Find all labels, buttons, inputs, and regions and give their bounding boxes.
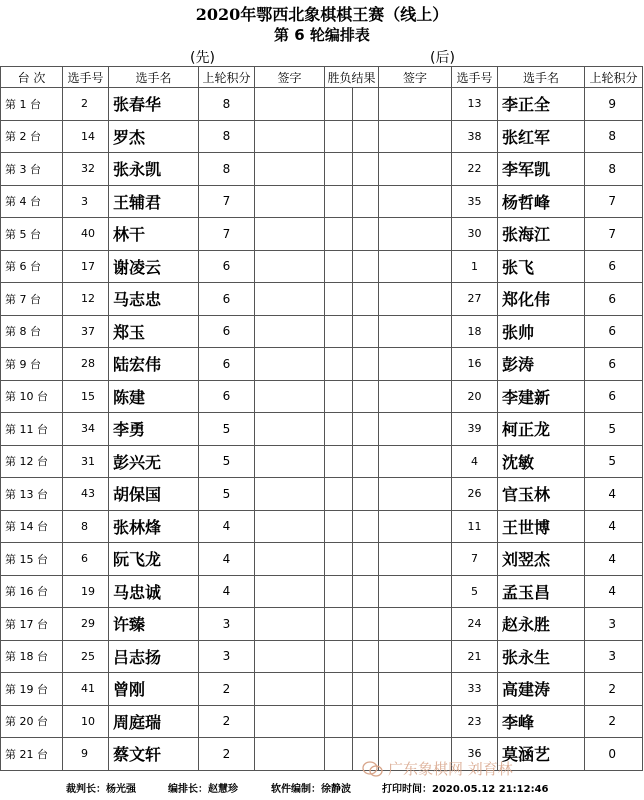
player-a-id: 2	[63, 88, 109, 121]
sign-a-cell	[255, 543, 325, 576]
player-a-points: 2	[199, 705, 255, 738]
table-row	[1, 510, 643, 543]
player-a-name: 罗杰	[109, 120, 199, 153]
player-a-id: 3	[63, 185, 109, 218]
player-a-id: 6	[63, 543, 109, 576]
result-b-cell	[353, 510, 379, 543]
sign-a-cell	[255, 738, 325, 771]
player-a-id: 12	[63, 283, 109, 316]
result-a-cell	[325, 153, 353, 186]
table-row	[1, 283, 643, 316]
sign-b-cell	[379, 445, 452, 478]
player-b-name: 王世博	[498, 510, 585, 543]
round-cell: 第 10 台	[1, 380, 63, 413]
sign-b-cell	[379, 283, 452, 316]
result-a-cell	[325, 640, 353, 673]
player-b-id: 1	[452, 250, 498, 283]
sign-a-cell	[255, 510, 325, 543]
result-a-cell	[325, 380, 353, 413]
player-b-name: 李军凯	[498, 153, 585, 186]
player-b-id: 21	[452, 640, 498, 673]
player-a-points: 2	[199, 738, 255, 771]
table-row	[1, 575, 643, 608]
player-b-id: 27	[452, 283, 498, 316]
table-row	[1, 218, 643, 251]
player-a-id: 8	[63, 510, 109, 543]
page-title: 2020年鄂西北象棋棋王赛（线上）	[195, 5, 449, 24]
sign-b-cell	[379, 608, 452, 641]
player-a-name: 马志忠	[109, 283, 199, 316]
round-cell: 第 8 台	[1, 315, 63, 348]
player-a-points: 8	[199, 153, 255, 186]
result-b-cell	[353, 218, 379, 251]
sign-b-cell	[379, 380, 452, 413]
result-a-cell	[325, 413, 353, 446]
player-b-name: 张永生	[498, 640, 585, 673]
sign-a-cell	[255, 315, 325, 348]
table-row	[1, 608, 643, 641]
player-a-name: 张永凯	[109, 153, 199, 186]
player-a-name: 张春华	[109, 88, 199, 121]
player-b-name: 孟玉昌	[498, 575, 585, 608]
sign-a-cell	[255, 413, 325, 446]
player-b-points: 8	[585, 120, 643, 153]
player-a-id: 29	[63, 608, 109, 641]
player-b-name: 张帅	[498, 315, 585, 348]
player-a-name: 林干	[109, 218, 199, 251]
player-b-points: 4	[585, 575, 643, 608]
page-subtitle: 第 6 轮编排表	[274, 26, 370, 44]
player-b-points: 3	[585, 640, 643, 673]
round-cell: 第 20 台	[1, 705, 63, 738]
sign-a-cell	[255, 640, 325, 673]
table-header-row	[1, 67, 643, 88]
player-b-id: 5	[452, 575, 498, 608]
result-a-cell	[325, 543, 353, 576]
footer-referee: 裁判长：杨光强	[66, 784, 136, 795]
result-b-cell	[353, 153, 379, 186]
player-a-points: 4	[199, 575, 255, 608]
player-b-points: 6	[585, 315, 643, 348]
sign-a-cell	[255, 283, 325, 316]
player-b-points: 6	[585, 380, 643, 413]
header-round: 台 次	[1, 67, 63, 88]
player-a-points: 4	[199, 543, 255, 576]
player-a-name: 马忠诚	[109, 575, 199, 608]
round-cell: 第 1 台	[1, 88, 63, 121]
result-a-cell	[325, 250, 353, 283]
header-name-2: 选手名	[498, 67, 585, 88]
footer-software: 软件编制：徐静波	[271, 784, 351, 795]
result-b-cell	[353, 120, 379, 153]
result-a-cell	[325, 315, 353, 348]
player-b-points: 7	[585, 185, 643, 218]
result-b-cell	[353, 478, 379, 511]
result-b-cell	[353, 575, 379, 608]
table-row	[1, 380, 643, 413]
player-b-name: 郑化伟	[498, 283, 585, 316]
player-b-points: 2	[585, 705, 643, 738]
table-row	[1, 705, 643, 738]
result-a-cell	[325, 120, 353, 153]
result-b-cell	[353, 413, 379, 446]
player-b-name: 高建涛	[498, 673, 585, 706]
player-a-points: 6	[199, 315, 255, 348]
player-b-id: 35	[452, 185, 498, 218]
player-b-id: 20	[452, 380, 498, 413]
player-b-id: 7	[452, 543, 498, 576]
player-a-name: 吕志扬	[109, 640, 199, 673]
result-b-cell	[353, 445, 379, 478]
player-b-points: 5	[585, 445, 643, 478]
player-b-name: 彭涛	[498, 348, 585, 381]
player-b-points: 5	[585, 413, 643, 446]
result-a-cell	[325, 705, 353, 738]
player-a-points: 6	[199, 380, 255, 413]
player-a-points: 6	[199, 250, 255, 283]
player-a-id: 28	[63, 348, 109, 381]
player-b-id: 36	[452, 738, 498, 771]
sign-b-cell	[379, 218, 452, 251]
sign-a-cell	[255, 608, 325, 641]
sign-a-cell	[255, 380, 325, 413]
player-b-id: 16	[452, 348, 498, 381]
watermark-text: 广东象棋网 刘育林	[388, 760, 513, 778]
player-b-name: 李建新	[498, 380, 585, 413]
player-a-name: 彭兴无	[109, 445, 199, 478]
sign-b-cell	[379, 478, 452, 511]
header-prev-points: 上轮积分	[199, 67, 255, 88]
sign-a-cell	[255, 445, 325, 478]
result-a-cell	[325, 608, 353, 641]
player-b-points: 6	[585, 348, 643, 381]
player-a-id: 32	[63, 153, 109, 186]
result-b-cell	[353, 348, 379, 381]
result-a-cell	[325, 673, 353, 706]
result-a-cell	[325, 185, 353, 218]
sign-b-cell	[379, 348, 452, 381]
round-cell: 第 4 台	[1, 185, 63, 218]
result-b-cell	[353, 283, 379, 316]
player-b-points: 4	[585, 478, 643, 511]
player-a-name: 周庭瑞	[109, 705, 199, 738]
player-a-name: 郑玉	[109, 315, 199, 348]
player-a-points: 7	[199, 218, 255, 251]
result-a-cell	[325, 510, 353, 543]
player-a-id: 40	[63, 218, 109, 251]
first-side-label: (先)	[190, 50, 215, 66]
player-b-name: 赵永胜	[498, 608, 585, 641]
sign-b-cell	[379, 250, 452, 283]
player-a-points: 4	[199, 510, 255, 543]
player-b-id: 38	[452, 120, 498, 153]
wechat-icon	[362, 760, 384, 778]
player-b-id: 4	[452, 445, 498, 478]
player-a-id: 10	[63, 705, 109, 738]
table-row	[1, 543, 643, 576]
player-a-id: 14	[63, 120, 109, 153]
round-cell: 第 9 台	[1, 348, 63, 381]
sign-b-cell	[379, 120, 452, 153]
player-b-points: 2	[585, 673, 643, 706]
sign-a-cell	[255, 120, 325, 153]
player-a-id: 15	[63, 380, 109, 413]
player-a-points: 6	[199, 348, 255, 381]
player-b-points: 3	[585, 608, 643, 641]
sign-a-cell	[255, 185, 325, 218]
round-cell: 第 13 台	[1, 478, 63, 511]
player-a-name: 胡保国	[109, 478, 199, 511]
table-row	[1, 88, 643, 121]
sign-a-cell	[255, 575, 325, 608]
table-row	[1, 413, 643, 446]
result-b-cell	[353, 673, 379, 706]
player-b-name: 李峰	[498, 705, 585, 738]
sign-b-cell	[379, 640, 452, 673]
sign-a-cell	[255, 218, 325, 251]
table-row	[1, 445, 643, 478]
player-b-id: 13	[452, 88, 498, 121]
player-a-id: 19	[63, 575, 109, 608]
player-a-id: 31	[63, 445, 109, 478]
sign-a-cell	[255, 478, 325, 511]
footer-print-time: 打印时间：2020.05.12 21:12:46	[382, 784, 549, 795]
player-a-points: 3	[199, 640, 255, 673]
sign-b-cell	[379, 153, 452, 186]
player-b-points: 9	[585, 88, 643, 121]
round-cell: 第 19 台	[1, 673, 63, 706]
player-b-id: 18	[452, 315, 498, 348]
header-id: 选手号	[63, 67, 109, 88]
round-cell: 第 15 台	[1, 543, 63, 576]
player-a-points: 8	[199, 88, 255, 121]
player-b-name: 张飞	[498, 250, 585, 283]
round-cell: 第 17 台	[1, 608, 63, 641]
result-a-cell	[325, 88, 353, 121]
player-b-name: 官玉林	[498, 478, 585, 511]
player-b-id: 11	[452, 510, 498, 543]
result-b-cell	[353, 543, 379, 576]
player-a-name: 谢凌云	[109, 250, 199, 283]
result-a-cell	[325, 575, 353, 608]
sign-b-cell	[379, 673, 452, 706]
player-a-points: 7	[199, 185, 255, 218]
sign-b-cell	[379, 413, 452, 446]
sign-b-cell	[379, 315, 452, 348]
sign-a-cell	[255, 153, 325, 186]
player-a-points: 6	[199, 283, 255, 316]
sign-b-cell	[379, 575, 452, 608]
player-a-id: 25	[63, 640, 109, 673]
result-b-cell	[353, 250, 379, 283]
player-a-points: 2	[199, 673, 255, 706]
player-b-id: 39	[452, 413, 498, 446]
sign-b-cell	[379, 705, 452, 738]
header-sign: 签字	[255, 67, 325, 88]
result-a-cell	[325, 478, 353, 511]
player-b-points: 7	[585, 218, 643, 251]
sign-b-cell	[379, 510, 452, 543]
table-row	[1, 250, 643, 283]
player-a-name: 许臻	[109, 608, 199, 641]
round-cell: 第 5 台	[1, 218, 63, 251]
player-a-points: 5	[199, 445, 255, 478]
sign-a-cell	[255, 705, 325, 738]
result-a-cell	[325, 738, 353, 771]
table-row	[1, 348, 643, 381]
result-a-cell	[325, 348, 353, 381]
result-b-cell	[353, 88, 379, 121]
player-a-id: 9	[63, 738, 109, 771]
player-b-id: 22	[452, 153, 498, 186]
round-cell: 第 2 台	[1, 120, 63, 153]
result-a-cell	[325, 445, 353, 478]
player-a-points: 3	[199, 608, 255, 641]
header-sign-2: 签字	[379, 67, 452, 88]
result-b-cell	[353, 315, 379, 348]
table-row	[1, 478, 643, 511]
player-a-name: 张林烽	[109, 510, 199, 543]
table-row	[1, 640, 643, 673]
player-a-id: 37	[63, 315, 109, 348]
player-b-points: 8	[585, 153, 643, 186]
player-a-name: 阮飞龙	[109, 543, 199, 576]
round-cell: 第 18 台	[1, 640, 63, 673]
player-a-points: 5	[199, 413, 255, 446]
player-b-points: 6	[585, 250, 643, 283]
header-id-2: 选手号	[452, 67, 498, 88]
player-b-points: 4	[585, 543, 643, 576]
round-cell: 第 12 台	[1, 445, 63, 478]
result-a-cell	[325, 283, 353, 316]
header-result: 胜负结果	[325, 67, 379, 88]
result-b-cell	[353, 640, 379, 673]
player-a-name: 李勇	[109, 413, 199, 446]
player-b-name: 张海江	[498, 218, 585, 251]
player-b-id: 26	[452, 478, 498, 511]
round-cell: 第 14 台	[1, 510, 63, 543]
round-cell: 第 6 台	[1, 250, 63, 283]
result-a-cell	[325, 218, 353, 251]
round-cell: 第 16 台	[1, 575, 63, 608]
table-row	[1, 315, 643, 348]
player-b-points: 4	[585, 510, 643, 543]
round-cell: 第 11 台	[1, 413, 63, 446]
round-cell: 第 21 台	[1, 738, 63, 771]
player-a-id: 34	[63, 413, 109, 446]
second-side-label: (后)	[430, 50, 455, 66]
header-prev-points-2: 上轮积分	[585, 67, 643, 88]
sign-b-cell	[379, 543, 452, 576]
result-b-cell	[353, 608, 379, 641]
player-b-id: 24	[452, 608, 498, 641]
player-b-points: 6	[585, 283, 643, 316]
sign-a-cell	[255, 348, 325, 381]
player-b-name: 张红军	[498, 120, 585, 153]
player-a-name: 蔡文轩	[109, 738, 199, 771]
table-row	[1, 185, 643, 218]
sign-a-cell	[255, 88, 325, 121]
player-b-name: 莫涵艺	[498, 738, 585, 771]
result-b-cell	[353, 380, 379, 413]
player-b-id: 33	[452, 673, 498, 706]
player-b-name: 杨哲峰	[498, 185, 585, 218]
player-a-name: 陈建	[109, 380, 199, 413]
result-b-cell	[353, 705, 379, 738]
player-a-name: 陆宏伟	[109, 348, 199, 381]
player-b-name: 刘翌杰	[498, 543, 585, 576]
player-a-name: 王辅君	[109, 185, 199, 218]
player-a-name: 曾刚	[109, 673, 199, 706]
player-a-points: 5	[199, 478, 255, 511]
player-b-id: 23	[452, 705, 498, 738]
player-b-id: 30	[452, 218, 498, 251]
player-a-id: 17	[63, 250, 109, 283]
player-b-name: 李正全	[498, 88, 585, 121]
table-body	[1, 88, 643, 771]
pairing-table	[0, 66, 643, 771]
sign-a-cell	[255, 250, 325, 283]
player-a-points: 8	[199, 120, 255, 153]
header-name: 选手名	[109, 67, 199, 88]
footer-arranger: 编排长：赵慧珍	[168, 784, 238, 795]
sign-b-cell	[379, 185, 452, 218]
result-b-cell	[353, 185, 379, 218]
round-cell: 第 7 台	[1, 283, 63, 316]
table-row	[1, 673, 643, 706]
player-a-id: 43	[63, 478, 109, 511]
round-cell: 第 3 台	[1, 153, 63, 186]
sign-b-cell	[379, 88, 452, 121]
player-b-name: 柯正龙	[498, 413, 585, 446]
player-a-id: 41	[63, 673, 109, 706]
player-b-name: 沈敏	[498, 445, 585, 478]
table-row	[1, 120, 643, 153]
table-row	[1, 153, 643, 186]
sign-a-cell	[255, 673, 325, 706]
player-b-points: 0	[585, 738, 643, 771]
table-row	[1, 738, 643, 771]
